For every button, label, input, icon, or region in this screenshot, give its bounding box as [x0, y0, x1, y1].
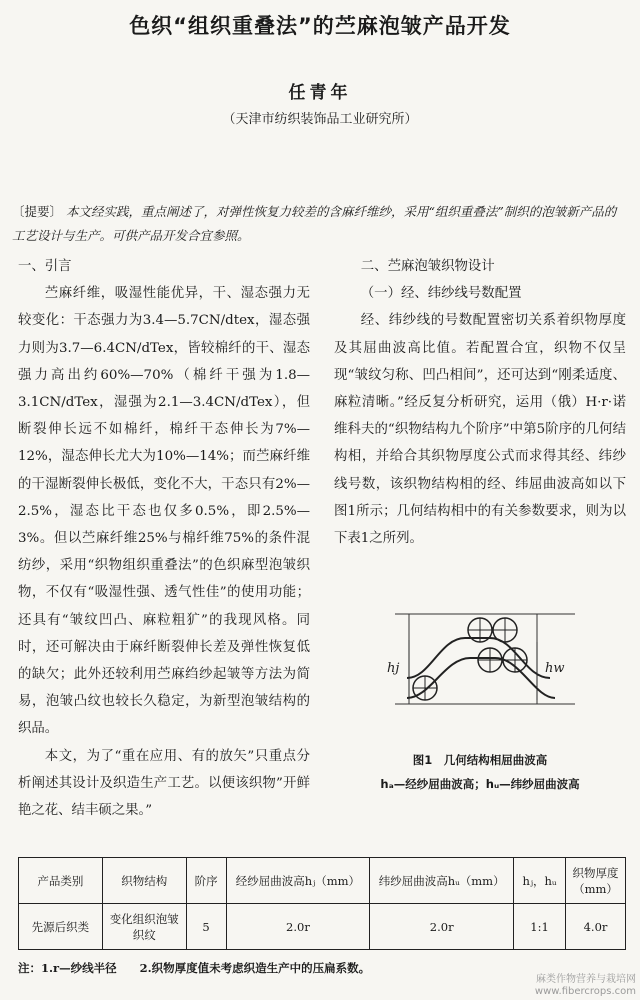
table-row — [19, 904, 626, 950]
subsection-heading: （一）经、纬纱线号数配置 — [360, 286, 522, 302]
table-cell: 变化组织泡皱织纹 — [102, 904, 186, 950]
abstract — [12, 200, 628, 248]
table-header: 织物结构 — [102, 858, 186, 904]
table-header: 纬纱屈曲波高hᵤ（mm） — [370, 858, 514, 904]
table-cell: 5 — [186, 904, 226, 950]
figure-caption: 图1 几何结构相屈曲波高 — [412, 753, 548, 767]
table-cell: 2.0r — [370, 904, 514, 950]
table-cell: 1:1 — [514, 904, 566, 950]
design-paragraph-1: 经、纬纱线的号数配置密切关系着织物厚度及其屈曲波高比值。若配置合宜，织物不仅呈现“皱纹匀称、凹凸相间”，还可达到“刚柔适度、麻粒清晰。”经反复分析研究，运用（俄）H·r·诺维科夫的“织物结构九个阶序”中第5阶序的几何结构相，并给合其织物厚度公式而求得其经、纬纱线号数，该织物结构相的经、纬屈曲波高如以下图1所示；几何结构相中的有关参数要求，则为以下表1之所列。 — [334, 313, 626, 547]
abstract-label: 〔提要〕 — [12, 204, 63, 219]
affiliation: （天津市纺织装饰品工业研究所） — [222, 112, 418, 127]
table-cell: 先源后织类 — [19, 904, 103, 950]
right-column — [334, 253, 626, 552]
intro-paragraph-1: 苎麻纤维，吸湿性能优异，干、湿态强力无较变化：干态强力为3.4—5.7CN/dtex，湿态强力则为3.7—6.4CN/dTex，皆较棉纤的干、湿态强力高出约60%—70%（棉纤干强为1.8—3.1CN/dTex，湿强为2.1—3.4CN/dTex），但断裂伸长远不如棉纤，棉纤干态伸长为7%—12%，湿态伸长尤大为10%—14%；而苎麻纤维的干湿断裂伸长极低，变化不大，干态只有2%—2.5%，湿态比干态也仅多0.5%，即2.5%—3%。但以苎麻纤维25%与棉纤维75%的条件混纺纱，采用“织物组织重叠法”的色织麻型泡皱织物，不仅有“吸湿性强、透气性佳”的使用功能；还具有“皱纹凹凸、麻粒粗犷”的我现风格。同时，还可解决由于麻纤断裂伸长差及弹性恢复低的缺欠；此外还较利用苎麻绉纱起皱等方法为简易，泡皱凸纹也较长久稳定，为新型泡皱结构的织品。 — [18, 286, 310, 737]
table-header: hⱼ，hᵤ — [514, 858, 566, 904]
hj-label: hj — [387, 661, 400, 676]
table-cell: 4.0r — [565, 904, 625, 950]
table-header: 织物厚度（mm） — [565, 858, 625, 904]
watermark — [535, 974, 636, 998]
author-name: 任青年 — [288, 83, 352, 103]
table-header: 阶序 — [186, 858, 226, 904]
watermark-line-1: 麻类作物营养与栽培网 — [536, 974, 636, 985]
abstract-text: 本文经实践，重点阐述了，对弹性恢复力较差的含麻纤维纱，采用“组织重叠法”制织的泡皱新产品的工艺设计与生产。可供产品开发合宜参照。 — [12, 204, 617, 243]
table-note: 注：1.r—纱线半径 2.织物厚度值未考虑织造生产中的压扁系数。 — [18, 961, 371, 975]
fabric-structure-diagram — [385, 600, 585, 720]
left-column — [18, 253, 310, 824]
intro-paragraph-2: 本文，为了“重在应用、有的放矢”只重点分析阐述其设计及织造生产工艺。以便该织物”开鲜艳之花、结丰硕之果。” — [18, 748, 310, 819]
watermark-line-2: www.fibercrops.com — [534, 986, 636, 997]
hw-label: hw — [545, 661, 565, 676]
section-heading-design: 二、苎麻泡皱织物设计 — [360, 259, 495, 274]
parameter-table — [18, 857, 626, 950]
table-header: 经纱屈曲波高hⱼ（mm） — [226, 858, 370, 904]
section-heading-intro: 一、引言 — [18, 259, 72, 274]
paper-title: 色织“组织重叠法”的苎麻泡皱产品开发 — [129, 14, 511, 38]
figure-caption-sub: hₐ—经纱屈曲波高；hᵤ—纬纱屈曲波高 — [380, 777, 580, 791]
table-header: 产品类别 — [19, 858, 103, 904]
table-cell: 2.0r — [226, 904, 370, 950]
